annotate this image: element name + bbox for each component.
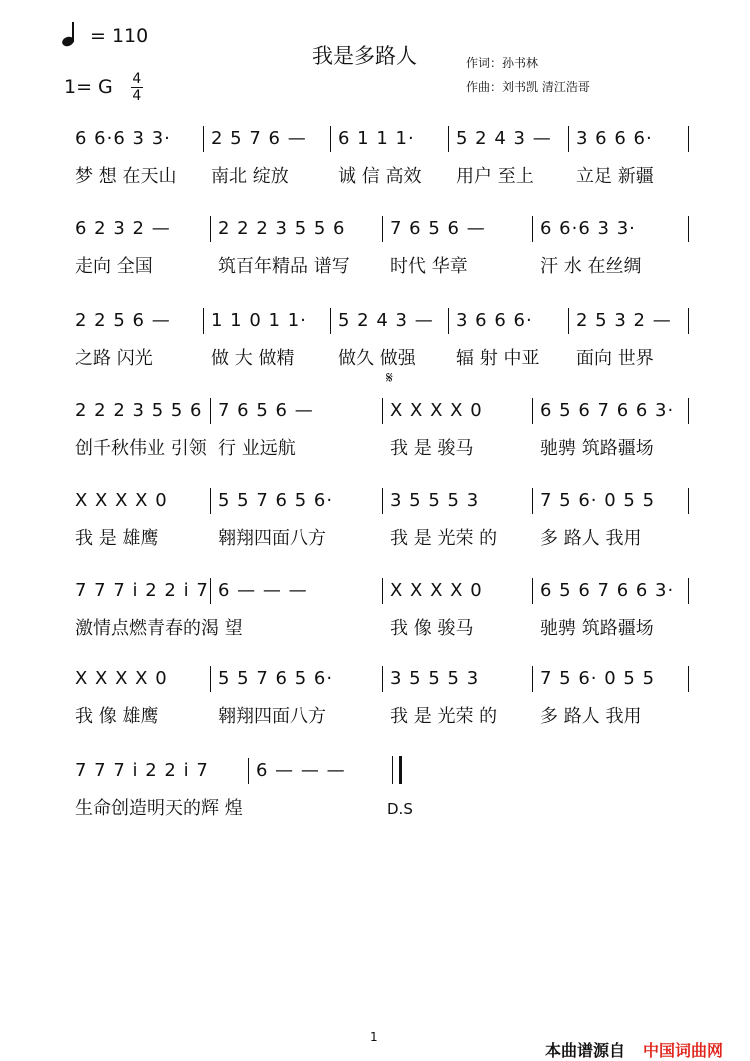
bar-line	[688, 216, 689, 242]
bar-line	[382, 488, 383, 514]
footer-credit	[545, 1038, 723, 1061]
measure-lyrics: 用户 至上	[456, 166, 534, 187]
measure-notes: 7 7 7 i 2 2 i 7	[75, 580, 209, 601]
bar-line	[532, 666, 533, 692]
measure-lyrics: 做 大 做精	[211, 348, 295, 369]
bar-line	[688, 578, 689, 604]
measure-notes: 3 6 6 6·	[576, 128, 653, 149]
measure-notes: 6 6·6 3 3·	[75, 128, 171, 149]
measure-notes: X X X X 0	[75, 668, 168, 689]
measure-lyrics: 面向 世界	[576, 348, 654, 369]
footer-brand[interactable]: 中国词曲网	[643, 1041, 724, 1060]
bar-line	[568, 126, 569, 152]
key-signature	[64, 72, 143, 103]
tempo-value: = 110	[90, 25, 149, 47]
bar-line	[532, 488, 533, 514]
measure-lyrics: 激情点燃青春的渴 望	[75, 618, 243, 639]
bar-line	[688, 666, 689, 692]
bar-line	[382, 216, 383, 242]
measure-lyrics: 行 业远航	[218, 438, 296, 459]
lyricist-credit: 作词：孙书林	[466, 56, 539, 70]
measure-notes: 5 2 4 3 —	[456, 128, 552, 149]
measure-notes: 5 5 7 6 5 6·	[218, 490, 334, 511]
repeat-end-bar	[392, 756, 402, 784]
measure-notes: 2 2 2 3 5 5 6	[218, 218, 346, 239]
measure-notes: 7 6 5 6 —	[218, 400, 314, 421]
measure-lyrics: 驰骋 筑路疆场	[540, 618, 654, 639]
measure-notes: 2 5 3 2 —	[576, 310, 672, 331]
quarter-note-icon	[62, 22, 76, 46]
bar-line	[330, 126, 331, 152]
measure-notes: 6 5 6 7 6 6 3·	[540, 400, 675, 421]
bar-line	[688, 488, 689, 514]
bar-line	[688, 308, 689, 334]
bar-line	[532, 216, 533, 242]
measure-lyrics: 我 是 骏马	[390, 438, 474, 459]
bar-line	[448, 126, 449, 152]
measure-notes: 2 5 7 6 —	[211, 128, 307, 149]
bar-line	[330, 308, 331, 334]
measure-lyrics: 时代 华章	[390, 256, 468, 277]
measure-lyrics: 汗 水 在丝绸	[540, 256, 642, 277]
key-label: 1= G	[64, 76, 113, 98]
measure-lyrics: 驰骋 筑路疆场	[540, 438, 654, 459]
measure-lyrics: 梦 想 在天山	[75, 166, 177, 187]
bar-line	[688, 126, 689, 152]
measure-notes: 5 2 4 3 —	[338, 310, 434, 331]
bar-line	[210, 488, 211, 514]
measure-lyrics: 我 像 雄鹰	[75, 706, 159, 727]
measure-notes: 6 6·6 3 3·	[540, 218, 636, 239]
measure-notes: 7 6 5 6 —	[390, 218, 486, 239]
bar-line	[382, 398, 383, 424]
measure-lyrics: 筑百年精品 谱写	[218, 256, 350, 277]
measure-notes: X X X X 0	[390, 400, 483, 421]
measure-notes: 6 5 6 7 6 6 3·	[540, 580, 675, 601]
bar-line	[248, 758, 249, 784]
footer-source-label: 本曲谱源自	[545, 1041, 626, 1060]
measure-lyrics: 诚 信 高效	[338, 166, 422, 187]
bar-line	[203, 308, 204, 334]
measure-lyrics: 我 像 骏马	[390, 618, 474, 639]
bar-line	[210, 216, 211, 242]
ds-marking: D.S	[387, 800, 413, 818]
measure-notes: 2 2 5 6 —	[75, 310, 171, 331]
measure-lyrics: 之路 闪光	[75, 348, 153, 369]
bar-line	[210, 666, 211, 692]
measure-notes: 3 5 5 5 3	[390, 668, 480, 689]
bar-line	[688, 398, 689, 424]
tempo-marking	[62, 22, 148, 47]
measure-notes: 3 5 5 5 3	[390, 490, 480, 511]
measure-lyrics: 做久 做强	[338, 348, 416, 369]
measure-notes: X X X X 0	[75, 490, 168, 511]
measure-notes: X X X X 0	[390, 580, 483, 601]
measure-lyrics: 我 是 光荣 的	[390, 528, 498, 549]
bar-line	[532, 578, 533, 604]
bar-line	[210, 578, 211, 604]
measure-lyrics: 立足 新疆	[576, 166, 654, 187]
measure-lyrics: 生命创造明天的辉 煌	[75, 798, 243, 819]
measure-notes: 1 1 0 1 1·	[211, 310, 307, 331]
measure-lyrics: 翱翔四面八方	[218, 706, 326, 727]
measure-lyrics: 翱翔四面八方	[218, 528, 326, 549]
measure-notes: 6 — — —	[256, 760, 346, 781]
bar-line	[382, 578, 383, 604]
song-title: 我是多路人	[312, 44, 417, 68]
measure-lyrics: 我 是 光荣 的	[390, 706, 498, 727]
time-top: 4	[132, 71, 142, 87]
composer-credit: 作曲：刘书凯 清江浩哥	[466, 80, 590, 94]
measure-notes: 6 1 1 1·	[338, 128, 415, 149]
time-bottom: 4	[132, 88, 142, 104]
segno-sign: 𝄋	[386, 368, 393, 387]
bar-line	[210, 398, 211, 424]
bar-line	[203, 126, 204, 152]
measure-notes: 5 5 7 6 5 6·	[218, 668, 334, 689]
measure-notes: 6 — — —	[218, 580, 308, 601]
measure-lyrics: 南北 绽放	[211, 166, 289, 187]
page-number: 1	[370, 1030, 378, 1044]
measure-notes: 7 5 6· 0 5 5	[540, 668, 656, 689]
measure-lyrics: 多 路人 我用	[540, 528, 642, 549]
measure-lyrics: 辐 射 中亚	[456, 348, 540, 369]
measure-lyrics: 创千秋伟业 引领	[75, 438, 207, 459]
measure-notes: 3 6 6 6·	[456, 310, 533, 331]
measure-notes: 7 5 6· 0 5 5	[540, 490, 656, 511]
bar-line	[532, 398, 533, 424]
time-signature	[131, 72, 143, 103]
measure-lyrics: 我 是 雄鹰	[75, 528, 159, 549]
measure-notes: 6 2 3 2 —	[75, 218, 171, 239]
bar-line	[382, 666, 383, 692]
bar-line	[568, 308, 569, 334]
measure-lyrics: 走向 全国	[75, 256, 153, 277]
measure-notes: 7 7 7 i 2 2 i 7	[75, 760, 209, 781]
measure-notes: 2 2 2 3 5 5 6	[75, 400, 203, 421]
measure-lyrics: 多 路人 我用	[540, 706, 642, 727]
bar-line	[448, 308, 449, 334]
